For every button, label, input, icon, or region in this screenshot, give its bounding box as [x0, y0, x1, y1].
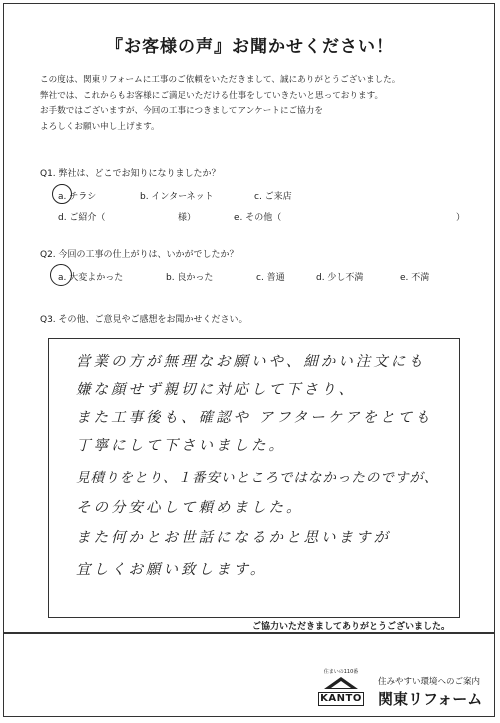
question-1: Q1. 弊社は、どこでお知りになりましたか？	[40, 169, 221, 179]
intro-line: 弊社では、これからもお客様にご満足いただける仕事をしていきたいと思っております。	[40, 90, 384, 101]
company-name: 関東リフォーム	[378, 690, 483, 708]
q1-option-d[interactable]: d. ご紹介（	[58, 213, 106, 223]
answer-line: 宜しくお願い致します。	[76, 562, 268, 578]
company-tagline: 住みやすい環境へのご案内	[378, 677, 481, 687]
q2-option-a[interactable]: a. 大変よかった	[58, 273, 124, 283]
answer-line: 営業の方が無理なお願いや、細かい注文にも	[76, 354, 426, 370]
intro-text	[40, 73, 480, 135]
company-logo	[318, 668, 364, 708]
footer-divider	[3, 632, 495, 634]
q1-option-e-suffix: ）	[456, 213, 466, 223]
q2-option-d[interactable]: d. 少し不満	[316, 273, 364, 283]
thanks-note: ご協力いただきましてありがとうございました。	[252, 622, 451, 632]
q2-option-e[interactable]: e. 不満	[400, 273, 430, 283]
q1-selection-circle	[52, 184, 72, 204]
q1-option-d-suffix: 様）	[178, 213, 197, 223]
logo-wordmark: KANTO	[318, 692, 364, 706]
intro-line: よろしくお願い申し上げます。	[40, 121, 160, 132]
intro-line: お手数ではございますが、今回の工事につきましてアンケートにご協力を	[40, 106, 323, 117]
q2-selection-circle	[50, 264, 72, 286]
answer-line: 丁寧にして下さいました。	[76, 438, 286, 454]
page-title: 『お客様の声』お聞かせください！	[106, 37, 394, 57]
q1-option-e[interactable]: e. その他（	[234, 213, 282, 223]
q1-option-c[interactable]: c. ご来店	[254, 192, 292, 202]
answer-line: 見積りをとり、１番安いところではなかったのですが、	[76, 470, 439, 486]
logo-tagline: 住まいの110番	[323, 669, 359, 675]
q1-option-a[interactable]: a. チラシ	[58, 192, 97, 202]
answer-line: また工事後も、確認や アフターケアをとても	[76, 410, 433, 426]
q1-option-b[interactable]: b. インターネット	[140, 192, 214, 202]
answer-line: その分安心して頼めました。	[76, 500, 304, 516]
question-2: Q2. 今回の工事の仕上がりは、いかがでしたか？	[40, 250, 239, 260]
intro-line: この度は、関東リフォームに工事のご依頼をいただきまして、誠にありがとうございました。	[40, 75, 401, 85]
answer-line: また何かとお世話になるかと思いますが	[76, 530, 391, 546]
q2-option-b[interactable]: b. 良かった	[166, 273, 214, 283]
question-3: Q3. その他、ご意見やご感想をお聞かせください。	[40, 315, 248, 325]
answer-line: 嫌な顔せず親切に対応して下さり、	[76, 382, 356, 398]
house-roof-icon	[322, 676, 360, 690]
q2-option-c[interactable]: c. 普通	[256, 273, 285, 283]
